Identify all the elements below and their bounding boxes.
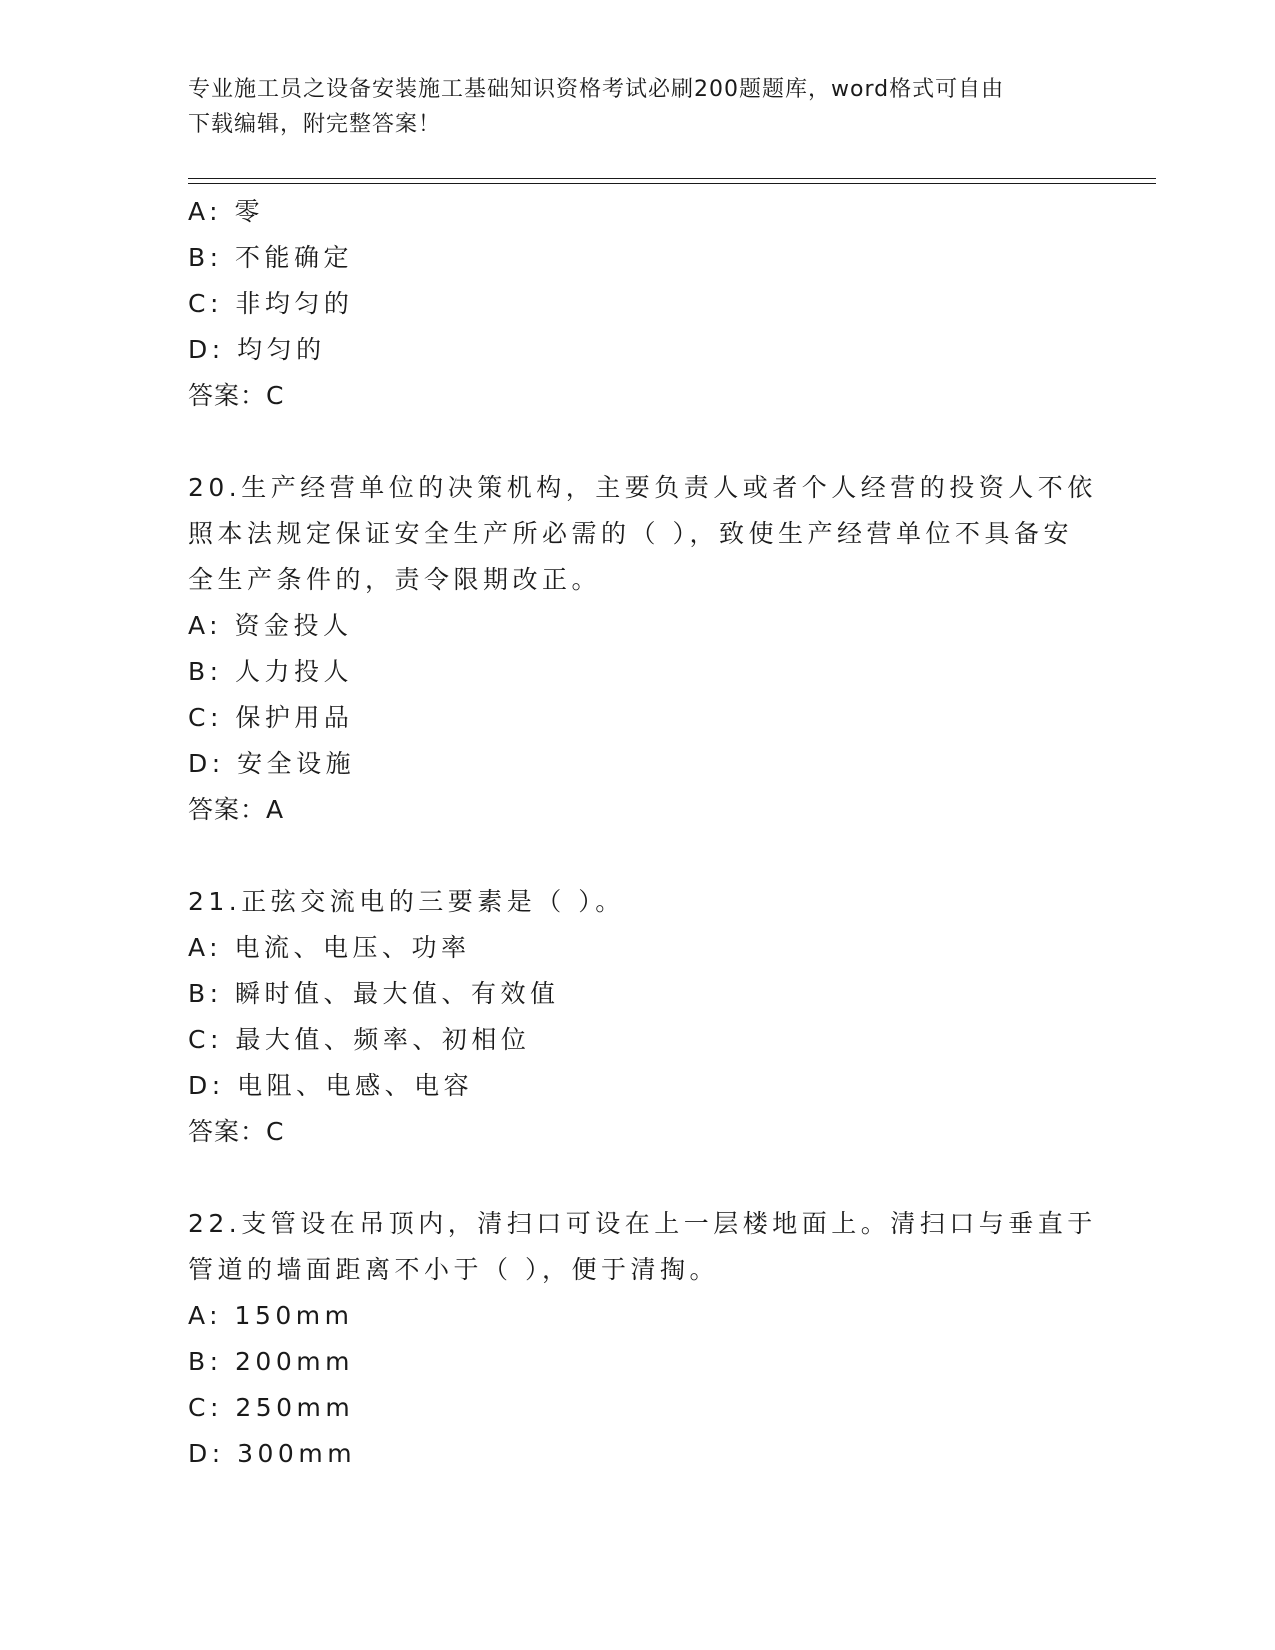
- question-21: [188, 879, 1088, 1155]
- spacer: [188, 833, 1088, 879]
- question-stem-line: 管道的墙面距离不小于（ ），便于清掏。: [188, 1255, 719, 1284]
- spacer: [188, 419, 1088, 465]
- question-stem-line: 全生产条件的，责令限期改正。: [188, 565, 602, 594]
- question-22: [188, 1201, 1097, 1477]
- answer: 答案：A: [188, 795, 285, 824]
- question-list: [188, 189, 1097, 1477]
- answer: 答案：C: [188, 1117, 285, 1146]
- header-line-1: 专业施工员之设备安装施工基础知识资格考试必刷200题题库，word格式可自由: [188, 77, 1005, 102]
- header-rule-top: [188, 178, 1156, 179]
- answer: 答案：C: [188, 381, 285, 410]
- option-a: A: 零: [188, 197, 265, 226]
- question-stem-line: 21.正弦交流电的三要素是（ ）。: [188, 887, 625, 916]
- option-c: C: 保护用品: [188, 703, 354, 732]
- option-c: C: 250mm: [188, 1393, 355, 1422]
- option-a: A: 电流、电压、功率: [188, 933, 471, 962]
- option-b: B: 200mm: [188, 1347, 354, 1376]
- document-header: [188, 72, 1088, 142]
- option-d: D: 300mm: [188, 1439, 357, 1468]
- option-c: C: 非均匀的: [188, 289, 354, 318]
- question-stem-line: 22.支管设在吊顶内，清扫口可设在上一层楼地面上。清扫口与垂直于: [188, 1209, 1097, 1238]
- question-20: [188, 465, 1097, 833]
- option-b: B: 不能确定: [188, 243, 354, 272]
- option-d: D: 均匀的: [188, 335, 326, 364]
- option-a: A: 150mm: [188, 1301, 354, 1330]
- spacer: [188, 1155, 1088, 1201]
- header-line-2: 下载编辑，附完整答案！: [188, 112, 442, 137]
- option-b: B: 瞬时值、最大值、有效值: [188, 979, 560, 1008]
- question-stem-line: 照本法规定保证安全生产所必需的（ ），致使生产经营单位不具备安: [188, 519, 1073, 548]
- option-d: D: 电阻、电感、电容: [188, 1071, 474, 1100]
- question-stem-line: 20.生产经营单位的决策机构，主要负责人或者个人经营的投资人不依: [188, 473, 1097, 502]
- option-c: C: 最大值、频率、初相位: [188, 1025, 531, 1054]
- option-a: A: 资金投人: [188, 611, 353, 640]
- question-19-continuation: [188, 189, 1088, 419]
- header-rule-bottom: [188, 183, 1156, 184]
- option-d: D: 安全设施: [188, 749, 356, 778]
- option-b: B: 人力投人: [188, 657, 354, 686]
